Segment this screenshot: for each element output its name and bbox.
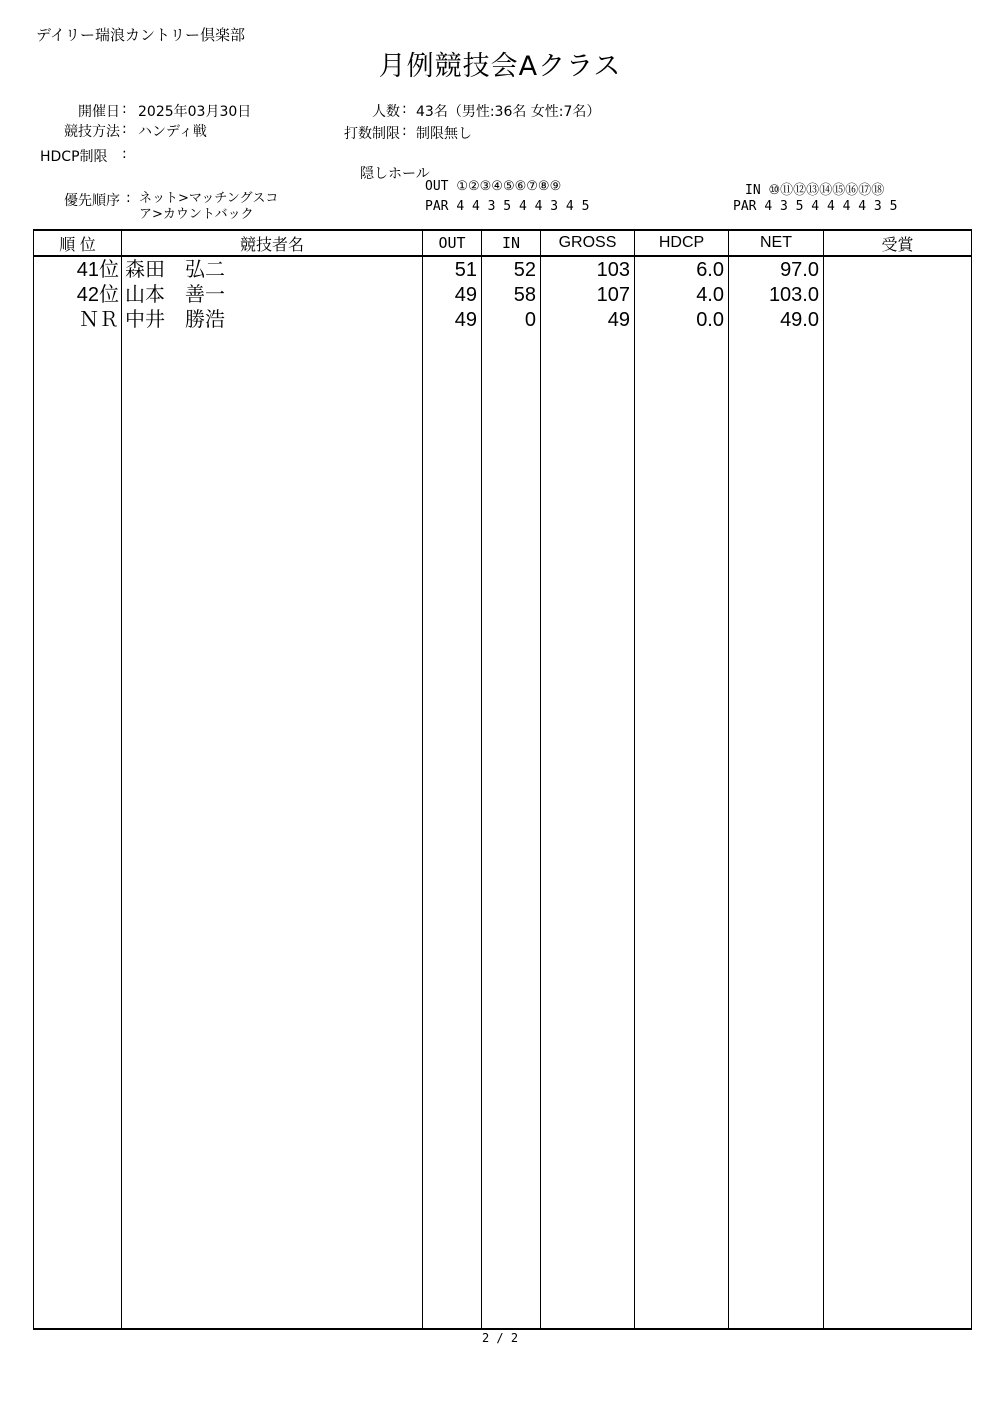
gross-cell: 103 — [541, 256, 635, 282]
hdcp-cell: 6.0 — [635, 256, 729, 282]
par-1: 4 — [456, 199, 465, 214]
header-gross: GROSS — [541, 230, 635, 256]
participants-value: 43名（男性:36名 女性:7名） — [416, 104, 601, 120]
header-in: IN — [482, 230, 541, 256]
hole-18: ⑱ — [871, 183, 885, 198]
hole-11: ⑪ — [780, 183, 794, 198]
par-7: 3 — [550, 199, 559, 214]
header-rank: 順 位 — [34, 230, 122, 256]
priority-line1: ネット>マッチングスコ — [139, 191, 279, 206]
header-out: OUT — [423, 230, 482, 256]
hole-8: ⑧ — [537, 179, 550, 194]
stroke-limit-colon: : — [402, 123, 407, 139]
out-cell: 51 — [423, 256, 482, 282]
participants-colon: : — [402, 101, 407, 117]
par-14: 4 — [826, 199, 835, 214]
stroke-limit-label: 打数制限 — [344, 126, 400, 142]
table-row — [34, 307, 972, 332]
hole-12: ⑫ — [793, 183, 807, 198]
results-table — [33, 229, 972, 1330]
table-empty-space — [34, 332, 972, 1329]
name-cell: 中井 勝浩 — [122, 307, 423, 332]
header-name: 競技者名 — [122, 230, 423, 256]
club-name: デイリー瑞浪カントリー倶楽部 — [36, 26, 245, 44]
hidden-holes-label: 隠しホール — [360, 166, 430, 182]
stroke-limit-value: 制限無し — [416, 126, 472, 142]
in-label: IN — [745, 183, 761, 198]
table-row — [34, 256, 972, 282]
hole-9: ⑨ — [549, 179, 562, 194]
par-11: 3 — [779, 199, 788, 214]
gross-cell: 49 — [541, 307, 635, 332]
par-12: 5 — [795, 199, 804, 214]
in-par-row — [733, 199, 897, 214]
method-colon: : — [122, 121, 127, 137]
page-title: 月例競技会Aクラス — [378, 51, 622, 82]
out-par-row — [425, 199, 589, 214]
hole-5: ⑤ — [502, 179, 515, 194]
hole-14: ⑭ — [819, 183, 833, 198]
hdcp-cell: 0.0 — [635, 307, 729, 332]
in-holes-row — [745, 179, 884, 198]
gross-cell: 107 — [541, 282, 635, 307]
hole-6: ⑥ — [514, 179, 527, 194]
table-row — [34, 282, 972, 307]
par-18: 5 — [889, 199, 898, 214]
hdcp-limit-label: HDCP制限 — [40, 149, 108, 165]
par-3: 3 — [487, 199, 496, 214]
award-cell — [824, 282, 972, 307]
name-cell: 山本 善一 — [122, 282, 423, 307]
header-award: 受賞 — [824, 230, 972, 256]
in-cell: 58 — [482, 282, 541, 307]
par-13: 4 — [811, 199, 820, 214]
par-2: 4 — [471, 199, 480, 214]
net-cell: 49.0 — [729, 307, 824, 332]
out-cell: 49 — [423, 307, 482, 332]
par-17: 3 — [873, 199, 882, 214]
page-indicator: 2 / 2 — [481, 1331, 519, 1345]
rank-cell: 41位 — [34, 256, 122, 282]
award-cell — [824, 256, 972, 282]
hole-2: ② — [467, 179, 480, 194]
hole-13: ⑬ — [806, 183, 820, 198]
par-9: 5 — [581, 199, 590, 214]
date-label: 開催日 — [78, 104, 120, 120]
in-cell: 0 — [482, 307, 541, 332]
hole-4: ④ — [491, 179, 503, 194]
participants-label: 人数 — [372, 104, 400, 120]
hole-10: ⑩ — [768, 183, 781, 198]
net-cell: 103.0 — [729, 282, 824, 307]
out-label: OUT — [425, 179, 449, 194]
hole-7: ⑦ — [526, 179, 538, 194]
par-5: 4 — [518, 199, 527, 214]
method-value: ハンディ戦 — [138, 124, 207, 140]
hole-17: ⑰ — [858, 183, 872, 198]
hole-3: ③ — [479, 179, 492, 194]
table-header-row — [34, 230, 972, 256]
out-holes-row — [425, 179, 561, 194]
net-cell: 97.0 — [729, 256, 824, 282]
par-6: 4 — [534, 199, 543, 214]
hdcp-cell: 4.0 — [635, 282, 729, 307]
name-cell: 森田 弘二 — [122, 256, 423, 282]
priority-label: 優先順序 — [64, 193, 120, 209]
priority-colon: : — [126, 190, 131, 206]
award-cell — [824, 307, 972, 332]
out-cell: 49 — [423, 282, 482, 307]
par-10: 4 — [764, 199, 773, 214]
par-16: 4 — [858, 199, 867, 214]
date-colon: : — [122, 101, 127, 117]
hole-16: ⑯ — [845, 183, 859, 198]
hole-15: ⑮ — [832, 183, 846, 198]
method-label: 競技方法 — [64, 124, 120, 140]
par-4: 5 — [503, 199, 512, 214]
par-15: 4 — [842, 199, 851, 214]
priority-line2: ア>カウントバック — [139, 207, 254, 222]
header-hdcp: HDCP — [635, 230, 729, 256]
rank-cell: 42位 — [34, 282, 122, 307]
out-par-label: PAR — [425, 199, 449, 214]
header-net: NET — [729, 230, 824, 256]
in-par-label: PAR — [733, 199, 757, 214]
hdcp-limit-colon: : — [122, 146, 127, 162]
par-8: 4 — [565, 199, 574, 214]
rank-cell: ＮＲ — [34, 307, 122, 332]
hole-1: ① — [456, 179, 468, 194]
date-value: 2025年03月30日 — [138, 104, 252, 120]
in-cell: 52 — [482, 256, 541, 282]
